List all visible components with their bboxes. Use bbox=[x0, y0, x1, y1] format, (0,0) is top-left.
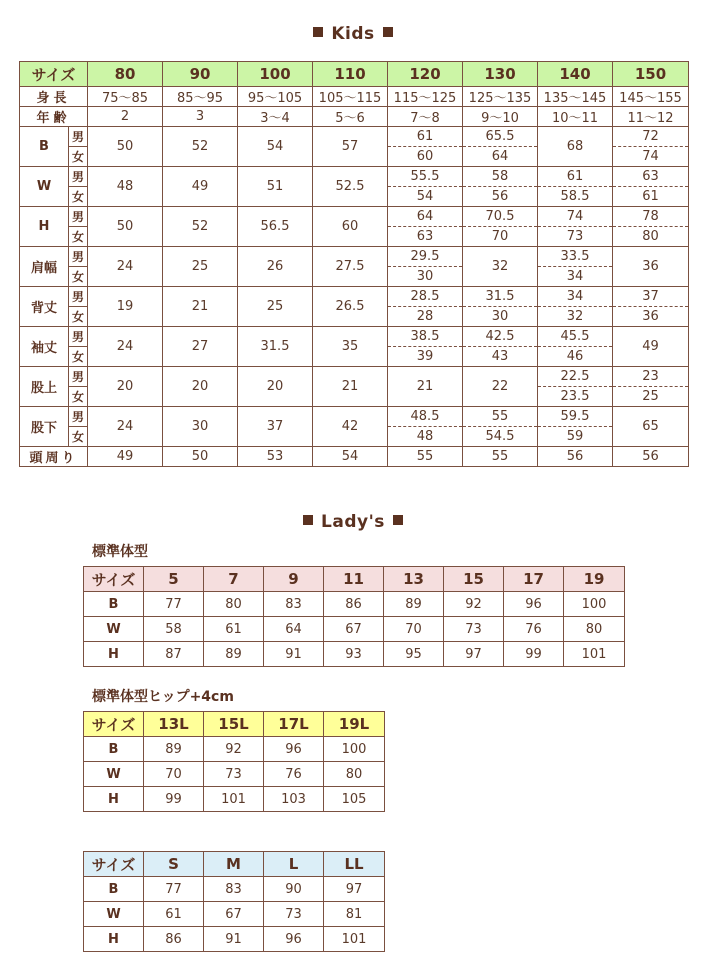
cell: 93 bbox=[324, 642, 384, 667]
rise-row-male bbox=[20, 367, 689, 387]
cell: 101 bbox=[564, 642, 625, 667]
cell: 67 bbox=[324, 617, 384, 642]
cell: 24 bbox=[88, 327, 163, 367]
cell: 61 bbox=[144, 902, 204, 927]
cell: 60 bbox=[388, 147, 463, 167]
row-label: 肩幅 bbox=[20, 247, 69, 287]
cell: 97 bbox=[444, 642, 504, 667]
cell: 27 bbox=[163, 327, 238, 367]
cell: 55.5 bbox=[388, 167, 463, 187]
cell: 73 bbox=[538, 227, 613, 247]
cell: 49 bbox=[88, 447, 163, 467]
female-label: 女 bbox=[69, 147, 88, 167]
cell: 64 bbox=[264, 617, 324, 642]
row-label: H bbox=[84, 642, 144, 667]
cell: 61 bbox=[388, 127, 463, 147]
square-bullet-icon bbox=[313, 27, 323, 37]
cell: 103 bbox=[264, 787, 324, 812]
row-label: B bbox=[20, 127, 69, 167]
cell: 50 bbox=[88, 207, 163, 247]
kids-header-row bbox=[20, 62, 689, 87]
cell: 65.5 bbox=[463, 127, 538, 147]
cell: 23.5 bbox=[538, 387, 613, 407]
cell: 115〜125 bbox=[388, 87, 463, 107]
male-label: 男 bbox=[69, 327, 88, 347]
cell: 125〜135 bbox=[463, 87, 538, 107]
row-label: B bbox=[84, 877, 144, 902]
male-label: 男 bbox=[69, 247, 88, 267]
h-row bbox=[84, 642, 625, 667]
cell: 31.5 bbox=[238, 327, 313, 367]
cell: 54 bbox=[313, 447, 388, 467]
lady-standard-table bbox=[83, 566, 625, 667]
cell: 32 bbox=[538, 307, 613, 327]
row-label: W bbox=[20, 167, 69, 207]
size-header: サイズ bbox=[84, 852, 144, 877]
row-label: 年齢 bbox=[20, 107, 88, 127]
cell: 19 bbox=[88, 287, 163, 327]
cell: 54 bbox=[238, 127, 313, 167]
cell: 95 bbox=[384, 642, 444, 667]
cell: 65 bbox=[613, 407, 689, 447]
cell: 27.5 bbox=[313, 247, 388, 287]
female-label: 女 bbox=[69, 307, 88, 327]
size-col: 15 bbox=[444, 567, 504, 592]
cell: 86 bbox=[324, 592, 384, 617]
square-bullet-icon bbox=[303, 515, 313, 525]
cell: 49 bbox=[163, 167, 238, 207]
cell: 31.5 bbox=[463, 287, 538, 307]
size-col: LL bbox=[324, 852, 385, 877]
cell: 73 bbox=[204, 762, 264, 787]
cell: 20 bbox=[163, 367, 238, 407]
row-label: B bbox=[84, 737, 144, 762]
cell: 55 bbox=[463, 407, 538, 427]
cell: 60 bbox=[313, 207, 388, 247]
hip-title: 標準体型ヒップ+4cm bbox=[92, 689, 234, 705]
cell: 34 bbox=[538, 267, 613, 287]
cell: 105〜115 bbox=[313, 87, 388, 107]
cell: 67 bbox=[204, 902, 264, 927]
female-label: 女 bbox=[69, 347, 88, 367]
cell: 78 bbox=[613, 207, 689, 227]
lady-letter-size-table bbox=[83, 851, 385, 952]
size-col: 130 bbox=[463, 62, 538, 87]
height-row bbox=[20, 87, 689, 107]
cell: 59.5 bbox=[538, 407, 613, 427]
male-label: 男 bbox=[69, 167, 88, 187]
cell: 39 bbox=[388, 347, 463, 367]
cell: 20 bbox=[88, 367, 163, 407]
size-col: 17L bbox=[264, 712, 324, 737]
kids-size-table bbox=[19, 61, 689, 467]
row-label: H bbox=[84, 787, 144, 812]
cell: 11〜12 bbox=[613, 107, 689, 127]
cell: 70.5 bbox=[463, 207, 538, 227]
cell: 9〜10 bbox=[463, 107, 538, 127]
cell: 21 bbox=[313, 367, 388, 407]
b-row bbox=[84, 737, 385, 762]
cell: 77 bbox=[144, 877, 204, 902]
cell: 68 bbox=[538, 127, 613, 167]
size-col: 11 bbox=[324, 567, 384, 592]
row-label: 身長 bbox=[20, 87, 88, 107]
shoulder-row-male bbox=[20, 247, 689, 267]
cell: 34 bbox=[538, 287, 613, 307]
h-row bbox=[84, 927, 385, 952]
cell: 26.5 bbox=[313, 287, 388, 327]
cell: 22.5 bbox=[538, 367, 613, 387]
cell: 48 bbox=[88, 167, 163, 207]
size-col: 100 bbox=[238, 62, 313, 87]
cell: 38.5 bbox=[388, 327, 463, 347]
cell: 43 bbox=[463, 347, 538, 367]
cell: 57 bbox=[313, 127, 388, 167]
cell: 28.5 bbox=[388, 287, 463, 307]
cell: 83 bbox=[264, 592, 324, 617]
male-label: 男 bbox=[69, 287, 88, 307]
male-label: 男 bbox=[69, 367, 88, 387]
kids-heading: Kids bbox=[0, 24, 706, 44]
cell: 58.5 bbox=[538, 187, 613, 207]
cell: 63 bbox=[613, 167, 689, 187]
cell: 54 bbox=[388, 187, 463, 207]
cell: 56 bbox=[538, 447, 613, 467]
cell: 96 bbox=[264, 737, 324, 762]
cell: 59 bbox=[538, 427, 613, 447]
size-col: 9 bbox=[264, 567, 324, 592]
cell: 87 bbox=[144, 642, 204, 667]
cell: 30 bbox=[388, 267, 463, 287]
size-col: 19L bbox=[324, 712, 385, 737]
cell: 99 bbox=[504, 642, 564, 667]
female-label: 女 bbox=[69, 427, 88, 447]
header-row bbox=[84, 567, 625, 592]
cell: 30 bbox=[463, 307, 538, 327]
cell: 91 bbox=[204, 927, 264, 952]
size-col: 140 bbox=[538, 62, 613, 87]
cell: 37 bbox=[238, 407, 313, 447]
cell: 89 bbox=[384, 592, 444, 617]
cell: 35 bbox=[313, 327, 388, 367]
cell: 64 bbox=[388, 207, 463, 227]
size-col: 80 bbox=[88, 62, 163, 87]
cell: 89 bbox=[204, 642, 264, 667]
cell: 56 bbox=[613, 447, 689, 467]
size-header: サイズ bbox=[84, 567, 144, 592]
header-row bbox=[84, 712, 385, 737]
w-row bbox=[84, 902, 385, 927]
standard-title: 標準体型 bbox=[92, 544, 148, 560]
cell: 101 bbox=[324, 927, 385, 952]
size-col: 15L bbox=[204, 712, 264, 737]
cell: 21 bbox=[388, 367, 463, 407]
size-header: サイズ bbox=[20, 62, 88, 87]
cell: 50 bbox=[163, 447, 238, 467]
cell: 23 bbox=[613, 367, 689, 387]
row-label: 背丈 bbox=[20, 287, 69, 327]
cell: 10〜11 bbox=[538, 107, 613, 127]
row-label: 頭周り bbox=[20, 447, 88, 467]
male-label: 男 bbox=[69, 407, 88, 427]
cell: 7〜8 bbox=[388, 107, 463, 127]
cell: 58 bbox=[463, 167, 538, 187]
cell: 24 bbox=[88, 247, 163, 287]
cell: 24 bbox=[88, 407, 163, 447]
cell: 30 bbox=[163, 407, 238, 447]
cell: 3〜4 bbox=[238, 107, 313, 127]
cell: 96 bbox=[264, 927, 324, 952]
cell: 5〜6 bbox=[313, 107, 388, 127]
lady-hip-table bbox=[83, 711, 385, 812]
cell: 76 bbox=[504, 617, 564, 642]
cell: 51 bbox=[238, 167, 313, 207]
cell: 28 bbox=[388, 307, 463, 327]
cell: 25 bbox=[613, 387, 689, 407]
cell: 42 bbox=[313, 407, 388, 447]
cell: 80 bbox=[564, 617, 625, 642]
cell: 55 bbox=[388, 447, 463, 467]
cell: 70 bbox=[463, 227, 538, 247]
cell: 81 bbox=[324, 902, 385, 927]
female-label: 女 bbox=[69, 227, 88, 247]
cell: 72 bbox=[613, 127, 689, 147]
cell: 32 bbox=[463, 247, 538, 287]
cell: 52 bbox=[163, 127, 238, 167]
back-row-male bbox=[20, 287, 689, 307]
size-col: 13 bbox=[384, 567, 444, 592]
cell: 92 bbox=[444, 592, 504, 617]
age-row bbox=[20, 107, 689, 127]
cell: 95〜105 bbox=[238, 87, 313, 107]
row-label: W bbox=[84, 762, 144, 787]
cell: 86 bbox=[144, 927, 204, 952]
cell: 135〜145 bbox=[538, 87, 613, 107]
cell: 83 bbox=[204, 877, 264, 902]
cell: 74 bbox=[538, 207, 613, 227]
cell: 90 bbox=[264, 877, 324, 902]
size-col: 150 bbox=[613, 62, 689, 87]
cell: 48.5 bbox=[388, 407, 463, 427]
h-row bbox=[84, 787, 385, 812]
cell: 54.5 bbox=[463, 427, 538, 447]
square-bullet-icon bbox=[383, 27, 393, 37]
w-row bbox=[84, 762, 385, 787]
cell: 76 bbox=[264, 762, 324, 787]
inseam-row-male bbox=[20, 407, 689, 427]
cell: 56 bbox=[463, 187, 538, 207]
size-col: 7 bbox=[204, 567, 264, 592]
size-header: サイズ bbox=[84, 712, 144, 737]
cell: 29.5 bbox=[388, 247, 463, 267]
cell: 50 bbox=[88, 127, 163, 167]
lady-heading: Lady's bbox=[0, 512, 706, 532]
h-row-male bbox=[20, 207, 689, 227]
cell: 61 bbox=[204, 617, 264, 642]
row-label: B bbox=[84, 592, 144, 617]
cell: 52.5 bbox=[313, 167, 388, 207]
cell: 42.5 bbox=[463, 327, 538, 347]
cell: 22 bbox=[463, 367, 538, 407]
cell: 48 bbox=[388, 427, 463, 447]
cell: 97 bbox=[324, 877, 385, 902]
cell: 99 bbox=[144, 787, 204, 812]
cell: 33.5 bbox=[538, 247, 613, 267]
cell: 96 bbox=[504, 592, 564, 617]
cell: 64 bbox=[463, 147, 538, 167]
sleeve-row-male bbox=[20, 327, 689, 347]
row-label: 股上 bbox=[20, 367, 69, 407]
cell: 36 bbox=[613, 247, 689, 287]
cell: 53 bbox=[238, 447, 313, 467]
cell: 80 bbox=[324, 762, 385, 787]
cell: 80 bbox=[204, 592, 264, 617]
cell: 70 bbox=[384, 617, 444, 642]
size-col: M bbox=[204, 852, 264, 877]
cell: 92 bbox=[204, 737, 264, 762]
cell: 73 bbox=[444, 617, 504, 642]
b-row bbox=[84, 592, 625, 617]
header-row bbox=[84, 852, 385, 877]
female-label: 女 bbox=[69, 387, 88, 407]
cell: 26 bbox=[238, 247, 313, 287]
size-col: 5 bbox=[144, 567, 204, 592]
size-col: 90 bbox=[163, 62, 238, 87]
cell: 145〜155 bbox=[613, 87, 689, 107]
cell: 36 bbox=[613, 307, 689, 327]
row-label: H bbox=[20, 207, 69, 247]
square-bullet-icon bbox=[393, 515, 403, 525]
cell: 80 bbox=[613, 227, 689, 247]
size-col: 110 bbox=[313, 62, 388, 87]
cell: 46 bbox=[538, 347, 613, 367]
size-col: S bbox=[144, 852, 204, 877]
row-label: 袖丈 bbox=[20, 327, 69, 367]
male-label: 男 bbox=[69, 127, 88, 147]
cell: 100 bbox=[324, 737, 385, 762]
size-col: 13L bbox=[144, 712, 204, 737]
cell: 21 bbox=[163, 287, 238, 327]
cell: 52 bbox=[163, 207, 238, 247]
cell: 61 bbox=[613, 187, 689, 207]
cell: 37 bbox=[613, 287, 689, 307]
b-row bbox=[84, 877, 385, 902]
cell: 25 bbox=[163, 247, 238, 287]
cell: 74 bbox=[613, 147, 689, 167]
w-row bbox=[84, 617, 625, 642]
row-label: W bbox=[84, 902, 144, 927]
cell: 85〜95 bbox=[163, 87, 238, 107]
size-col: L bbox=[264, 852, 324, 877]
cell: 3 bbox=[163, 107, 238, 127]
size-col: 19 bbox=[564, 567, 625, 592]
female-label: 女 bbox=[69, 267, 88, 287]
cell: 75〜85 bbox=[88, 87, 163, 107]
male-label: 男 bbox=[69, 207, 88, 227]
cell: 25 bbox=[238, 287, 313, 327]
cell: 58 bbox=[144, 617, 204, 642]
size-col: 120 bbox=[388, 62, 463, 87]
row-label: 股下 bbox=[20, 407, 69, 447]
cell: 77 bbox=[144, 592, 204, 617]
cell: 91 bbox=[264, 642, 324, 667]
cell: 101 bbox=[204, 787, 264, 812]
cell: 49 bbox=[613, 327, 689, 367]
cell: 20 bbox=[238, 367, 313, 407]
head-row bbox=[20, 447, 689, 467]
female-label: 女 bbox=[69, 187, 88, 207]
cell: 73 bbox=[264, 902, 324, 927]
cell: 89 bbox=[144, 737, 204, 762]
cell: 105 bbox=[324, 787, 385, 812]
cell: 55 bbox=[463, 447, 538, 467]
cell: 61 bbox=[538, 167, 613, 187]
w-row-male bbox=[20, 167, 689, 187]
row-label: H bbox=[84, 927, 144, 952]
cell: 45.5 bbox=[538, 327, 613, 347]
cell: 56.5 bbox=[238, 207, 313, 247]
size-col: 17 bbox=[504, 567, 564, 592]
cell: 100 bbox=[564, 592, 625, 617]
cell: 70 bbox=[144, 762, 204, 787]
row-label: W bbox=[84, 617, 144, 642]
cell: 63 bbox=[388, 227, 463, 247]
cell: 2 bbox=[88, 107, 163, 127]
b-row-male bbox=[20, 127, 689, 147]
